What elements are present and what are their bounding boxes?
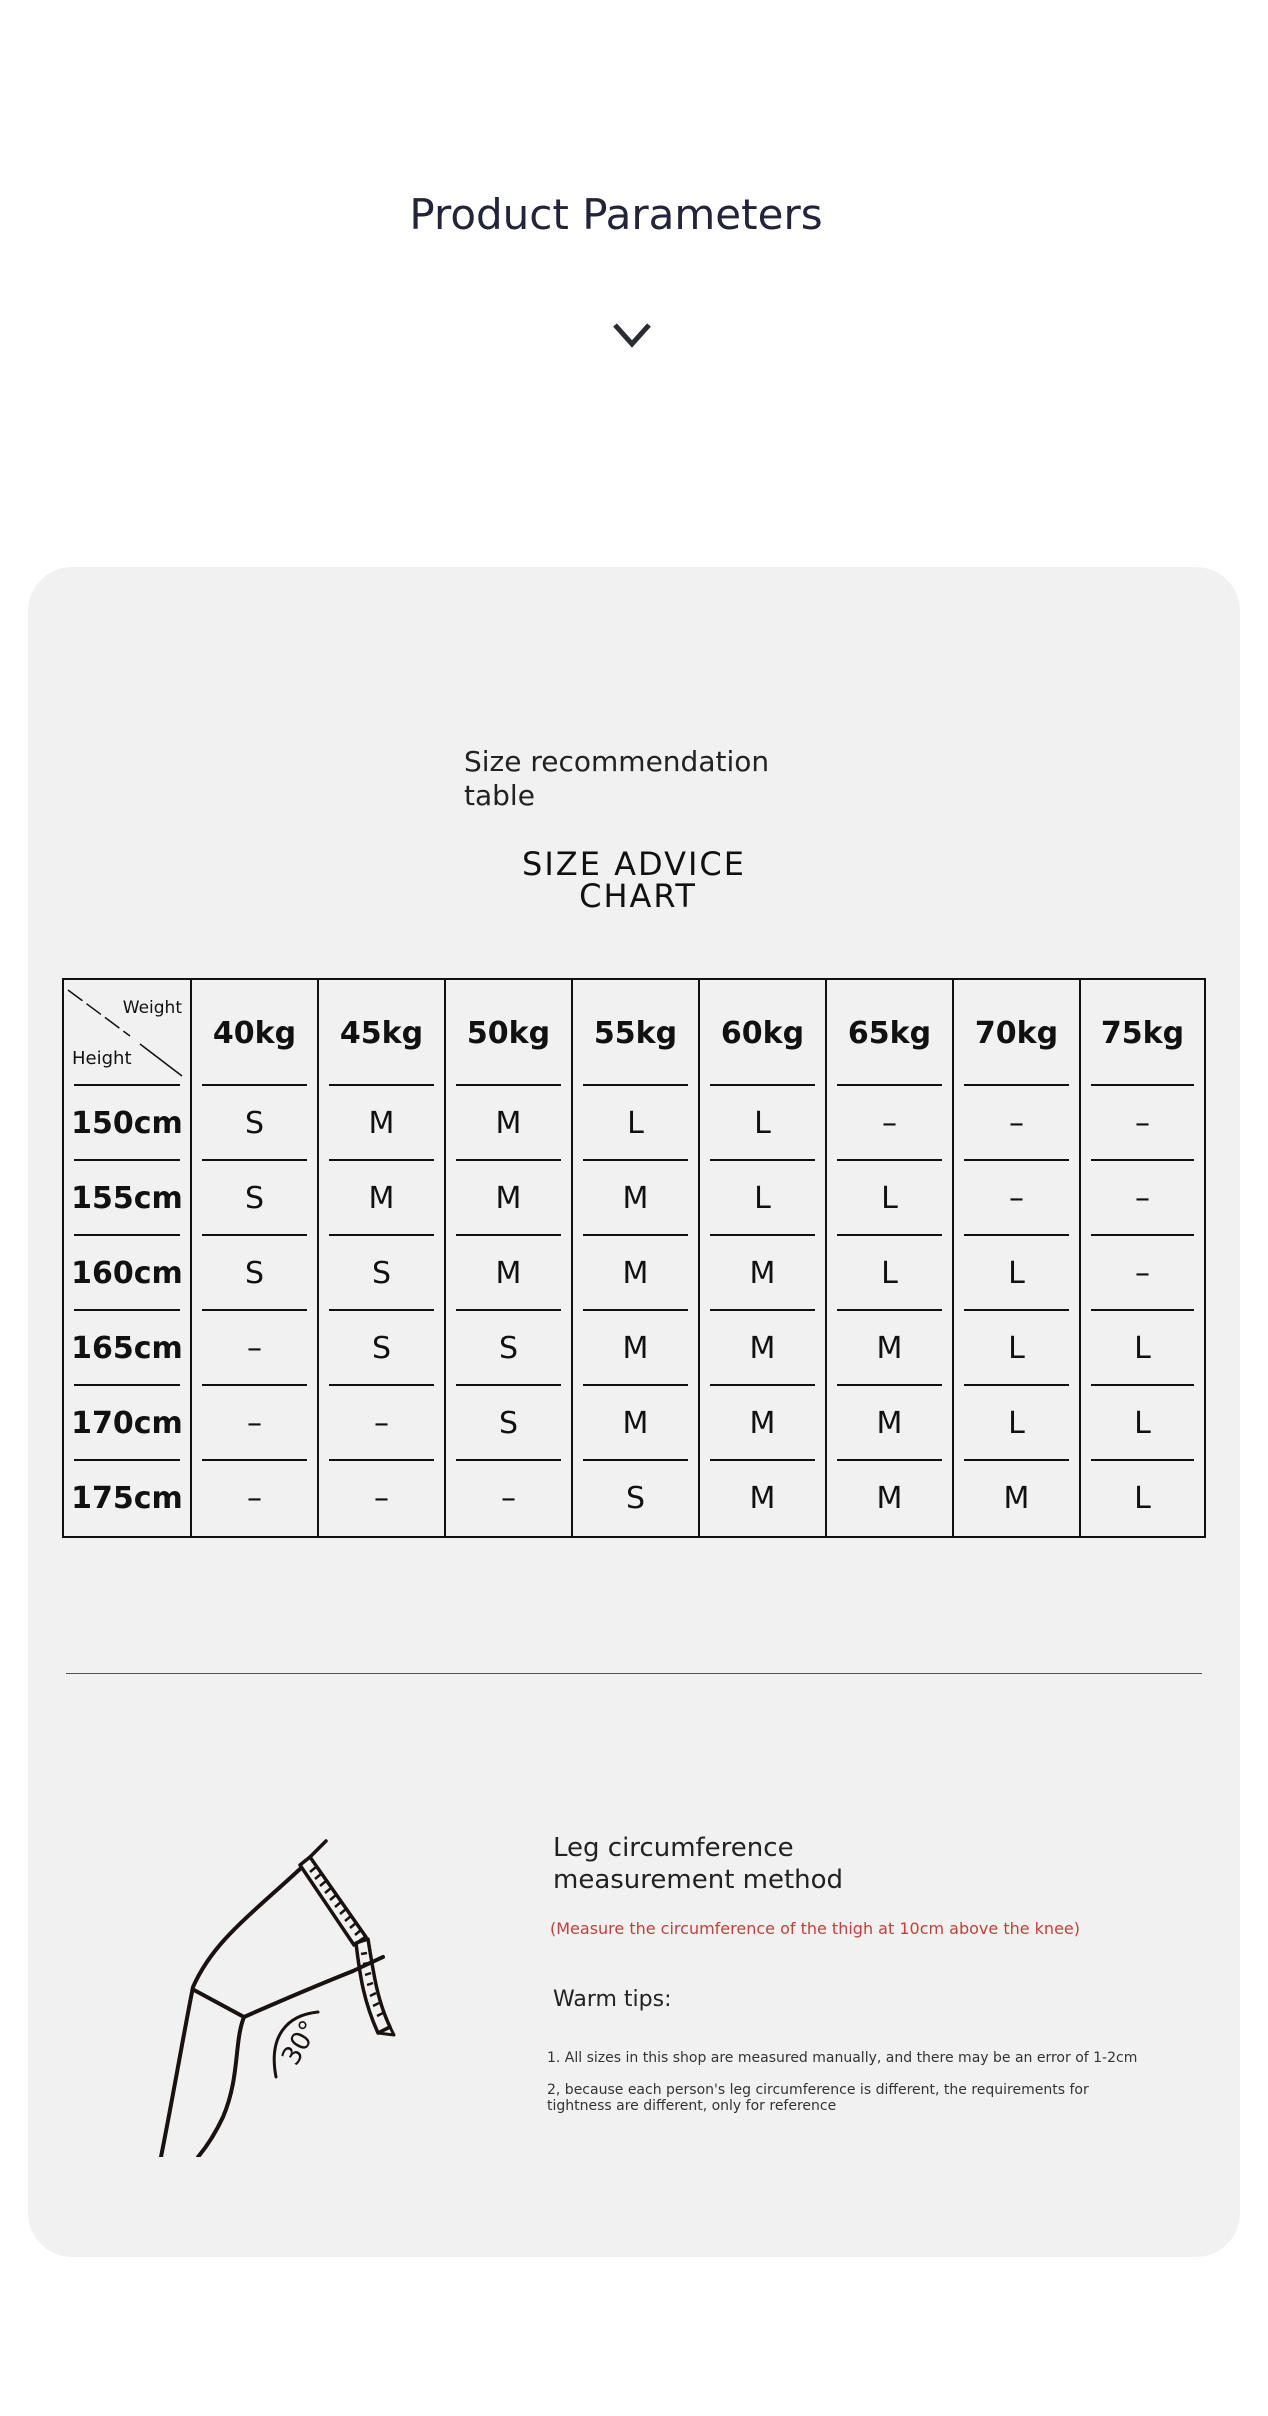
size-cell: M bbox=[572, 1311, 699, 1386]
size-cell: M bbox=[572, 1161, 699, 1236]
size-cell: S bbox=[445, 1311, 572, 1386]
section-divider bbox=[66, 1673, 1202, 1674]
size-cell: L bbox=[953, 1386, 1080, 1461]
size-cell: L bbox=[953, 1311, 1080, 1386]
weight-header: 65kg bbox=[826, 979, 953, 1086]
size-cell: M bbox=[699, 1461, 826, 1537]
size-cell: – bbox=[1080, 1161, 1205, 1236]
height-axis-label: Height bbox=[72, 1048, 132, 1069]
size-cell: – bbox=[826, 1086, 953, 1161]
size-info-card bbox=[28, 567, 1240, 2257]
size-cell: M bbox=[826, 1311, 953, 1386]
weight-axis-label: Weight bbox=[122, 998, 182, 1018]
size-cell: M bbox=[826, 1461, 953, 1537]
size-cell: L bbox=[572, 1086, 699, 1161]
weight-header: 75kg bbox=[1080, 979, 1205, 1086]
warm-tip-2: 2, because each person's leg circumference is different, the requirements for tightness are different, only for reference bbox=[547, 2082, 1089, 2114]
size-cell: S bbox=[191, 1236, 318, 1311]
diagonal-divider bbox=[64, 980, 192, 1086]
size-cell: – bbox=[1080, 1086, 1205, 1161]
chevron-down-icon bbox=[612, 322, 652, 348]
size-advice-table bbox=[62, 978, 1206, 1538]
size-cell: M bbox=[699, 1386, 826, 1461]
size-cell: M bbox=[699, 1236, 826, 1311]
size-cell: M bbox=[572, 1236, 699, 1311]
size-cell: M bbox=[572, 1386, 699, 1461]
table-row bbox=[63, 1086, 1205, 1161]
height-row-header: 155cm bbox=[63, 1161, 191, 1236]
weight-header: 45kg bbox=[318, 979, 445, 1086]
size-cell: – bbox=[953, 1086, 1080, 1161]
warm-tip-1: 1. All sizes in this shop are measured manually, and there may be an error of 1-2cm bbox=[547, 2050, 1138, 2066]
measurement-note: (Measure the circumference of the thigh at 10cm above the knee) bbox=[550, 1919, 1080, 1938]
table-row bbox=[63, 1461, 1205, 1537]
weight-header: 60kg bbox=[699, 979, 826, 1086]
table-row bbox=[63, 1311, 1205, 1386]
size-cell: L bbox=[699, 1161, 826, 1236]
size-cell: L bbox=[699, 1086, 826, 1161]
height-row-header: 160cm bbox=[63, 1236, 191, 1311]
size-cell: S bbox=[191, 1086, 318, 1161]
table-header-row bbox=[63, 979, 1205, 1086]
size-cell: M bbox=[318, 1161, 445, 1236]
size-cell: – bbox=[318, 1386, 445, 1461]
size-cell: – bbox=[191, 1311, 318, 1386]
size-cell: M bbox=[318, 1086, 445, 1161]
table-row bbox=[63, 1386, 1205, 1461]
table-row bbox=[63, 1161, 1205, 1236]
size-cell: L bbox=[953, 1236, 1080, 1311]
corner-cell bbox=[63, 979, 191, 1086]
size-cell: – bbox=[1080, 1236, 1205, 1311]
leg-measurement-illustration bbox=[128, 1777, 498, 2157]
size-cell: L bbox=[826, 1236, 953, 1311]
size-cell: – bbox=[191, 1386, 318, 1461]
size-cell: M bbox=[699, 1311, 826, 1386]
size-chart-title: SIZE ADVICE CHART bbox=[522, 845, 746, 915]
size-recommendation-subtitle: Size recommendation table bbox=[464, 745, 770, 812]
size-cell: L bbox=[1080, 1386, 1205, 1461]
size-cell: S bbox=[572, 1461, 699, 1537]
size-cell: – bbox=[953, 1161, 1080, 1236]
size-cell: M bbox=[953, 1461, 1080, 1537]
weight-header: 50kg bbox=[445, 979, 572, 1086]
size-cell: M bbox=[445, 1161, 572, 1236]
size-cell: L bbox=[1080, 1311, 1205, 1386]
size-cell: M bbox=[445, 1236, 572, 1311]
size-cell: – bbox=[445, 1461, 572, 1537]
size-cell: S bbox=[191, 1161, 318, 1236]
size-cell: M bbox=[445, 1086, 572, 1161]
size-cell: – bbox=[318, 1461, 445, 1537]
size-cell: S bbox=[445, 1386, 572, 1461]
angle-label: 30° bbox=[276, 2015, 326, 2071]
page-title: Product Parameters bbox=[409, 190, 823, 239]
warm-tips-title: Warm tips: bbox=[553, 1987, 672, 2012]
size-cell: L bbox=[1080, 1461, 1205, 1537]
weight-header: 70kg bbox=[953, 979, 1080, 1086]
table-row bbox=[63, 1236, 1205, 1311]
size-cell: S bbox=[318, 1311, 445, 1386]
weight-header: 55kg bbox=[572, 979, 699, 1086]
height-row-header: 150cm bbox=[63, 1086, 191, 1161]
weight-header: 40kg bbox=[191, 979, 318, 1086]
height-row-header: 175cm bbox=[63, 1461, 191, 1537]
size-cell: M bbox=[826, 1386, 953, 1461]
size-cell: L bbox=[826, 1161, 953, 1236]
size-cell: – bbox=[191, 1461, 318, 1537]
measurement-method-title: Leg circumference measurement method bbox=[553, 1833, 844, 1895]
size-cell: S bbox=[318, 1236, 445, 1311]
height-row-header: 165cm bbox=[63, 1311, 191, 1386]
height-row-header: 170cm bbox=[63, 1386, 191, 1461]
